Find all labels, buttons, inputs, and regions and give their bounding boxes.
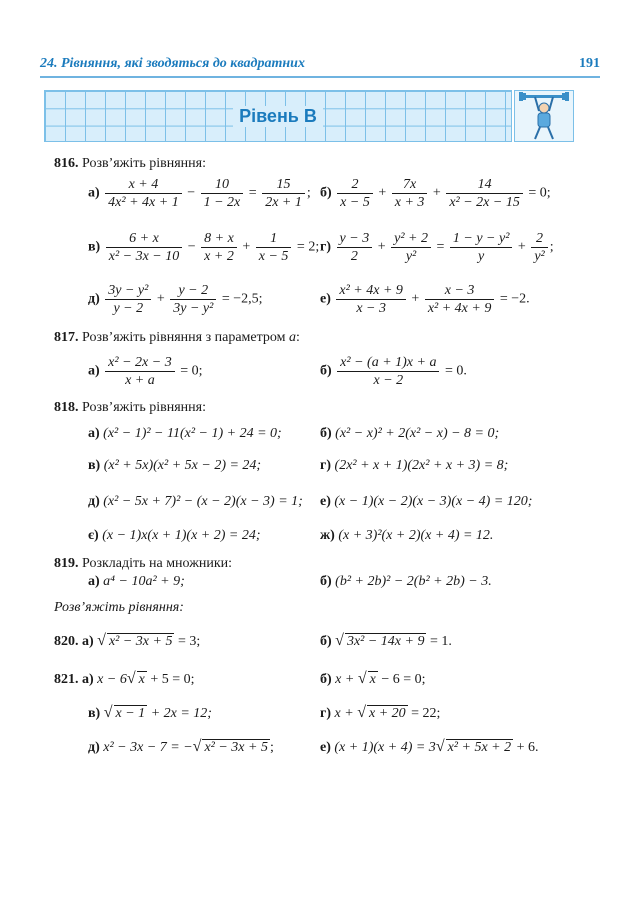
problem-816-heading <box>54 156 206 172</box>
header-rule <box>40 76 600 78</box>
level-label: Рівень В <box>233 106 323 127</box>
eq-816-v: в) $\frac{6 + x}{\text{x² − 3x − 10}}$ − $\frac{8 + x}{x + 2}$ + $\frac{1}{x - 5}$ = 2; <box>88 231 320 264</box>
sqrt-icon: √ <box>103 704 113 721</box>
level-banner <box>44 90 512 142</box>
page-number: 191 <box>579 56 600 71</box>
eq-818-b: б) (x² − x)² + 2(x² − x) − 8 = 0; <box>320 426 500 441</box>
section-title: 24. Рівняння, які зводяться до квадратних <box>40 56 305 71</box>
eq-817-b: б) $\frac{\text{x² − (a + 1)x + a}}{x - 2}$ = 0. <box>320 355 467 388</box>
eq-816-g: г) $\frac{y - 3}{2}$ + $\frac{\text{y² + 2}}{\text{y²}}$ = $\frac{\text{1 − y − y²}}{y}$ + $\frac{2}{\text{y²}}$ ; <box>320 231 554 264</box>
eq-821-a: 821. а) x − 6√ x + 5 = 0; <box>54 670 195 687</box>
sqrt-icon: √ <box>357 670 367 687</box>
eq-821-v: в) √ x − 1 + 2x = 12; <box>88 704 212 721</box>
eq-816-a: а) $\frac{x + 4}{\text{4x² + 4x + 1}}$ − $\frac{10}{1 - 2x}$ = $\frac{15}{2x + 1}$ ; <box>88 177 311 210</box>
eq-821-g: г) x + √ x + 20 = 22; <box>320 704 441 721</box>
eq-816-d: д) $\frac{\text{3y − y²}}{y - 2}$ + $\frac{y - 2}{\text{3y − y²}}$ = −2,5; <box>88 283 263 316</box>
eq-821-d: д) x² − 3x − 7 = −√ x² − 3x + 5 ; <box>88 738 274 755</box>
sqrt-icon: √ <box>335 632 344 649</box>
eq-816-e: е) $\frac{\text{x² + 4x + 9}}{x - 3}$ + $\frac{x - 3}{\text{x² + 4x + 9}}$ = −2. <box>320 283 530 316</box>
problem-818-heading: 818. Розв’яжіть рівняння: <box>54 400 206 415</box>
eq-819-b: б) (b² + 2b)² − 2(b² + 2b) − 3. <box>320 574 492 589</box>
weightlifter-illustration <box>514 90 574 142</box>
eq-818-a: а) (x² − 1)² − 11(x² − 1) + 24 = 0; <box>88 426 282 441</box>
problem-817-heading: 817. Розв’яжіть рівняння з параметром a: <box>54 330 300 345</box>
subheading: Розв’яжіть рівняння: <box>54 600 184 615</box>
sqrt-icon: √ <box>97 632 106 649</box>
eq-820-b: б) √ 3x² − 14x + 9 = 1. <box>320 632 452 649</box>
eq-821-e: е) (x + 1)(x + 4) = 3√ x² + 5x + 2 + 6. <box>320 738 539 755</box>
problem-number: 816. <box>54 156 79 171</box>
sqrt-icon: √ <box>435 738 445 755</box>
eq-818-d: д) (x² − 5x + 7)² − (x − 2)(x − 3) = 1; <box>88 494 303 509</box>
problem-819-heading: 819. Розкладіть на множники: <box>54 556 233 571</box>
sqrt-icon: √ <box>192 738 202 755</box>
problem-text: Розв’яжіть рівняння: <box>82 156 206 171</box>
eq-819-a: а) a⁴ − 10a² + 9; <box>88 574 185 589</box>
eq-820-a: 820. а) √ x² − 3x + 5 = 3; <box>54 632 201 649</box>
eq-818-e: е) (x − 1)(x − 2)(x − 3)(x − 4) = 120; <box>320 494 533 509</box>
running-header <box>40 56 600 76</box>
eq-818-g: г) (2x² + x + 1)(2x² + x + 3) = 8; <box>320 458 509 473</box>
eq-817-a: а) $\frac{\text{x² − 2x − 3}}{x + a}$ = 0; <box>88 355 203 388</box>
sqrt-icon: √ <box>126 670 136 687</box>
eq-821-b: б) x + √ x − 6 = 0; <box>320 670 426 687</box>
eq-818-zh: ж) (x + 3)²(x + 2)(x + 4) = 12. <box>320 528 494 543</box>
eq-818-ye: є) (x − 1)x(x + 1)(x + 2) = 24; <box>88 528 261 543</box>
eq-818-v: в) (x² + 5x)(x² + 5x − 2) = 24; <box>88 458 262 473</box>
sqrt-icon: √ <box>357 704 366 721</box>
eq-816-b: б) $\frac{2}{x - 5}$ + $\frac{7x}{x + 3}$ + $\frac{14}{\text{x² − 2x − 15}}$ = 0; <box>320 177 551 210</box>
